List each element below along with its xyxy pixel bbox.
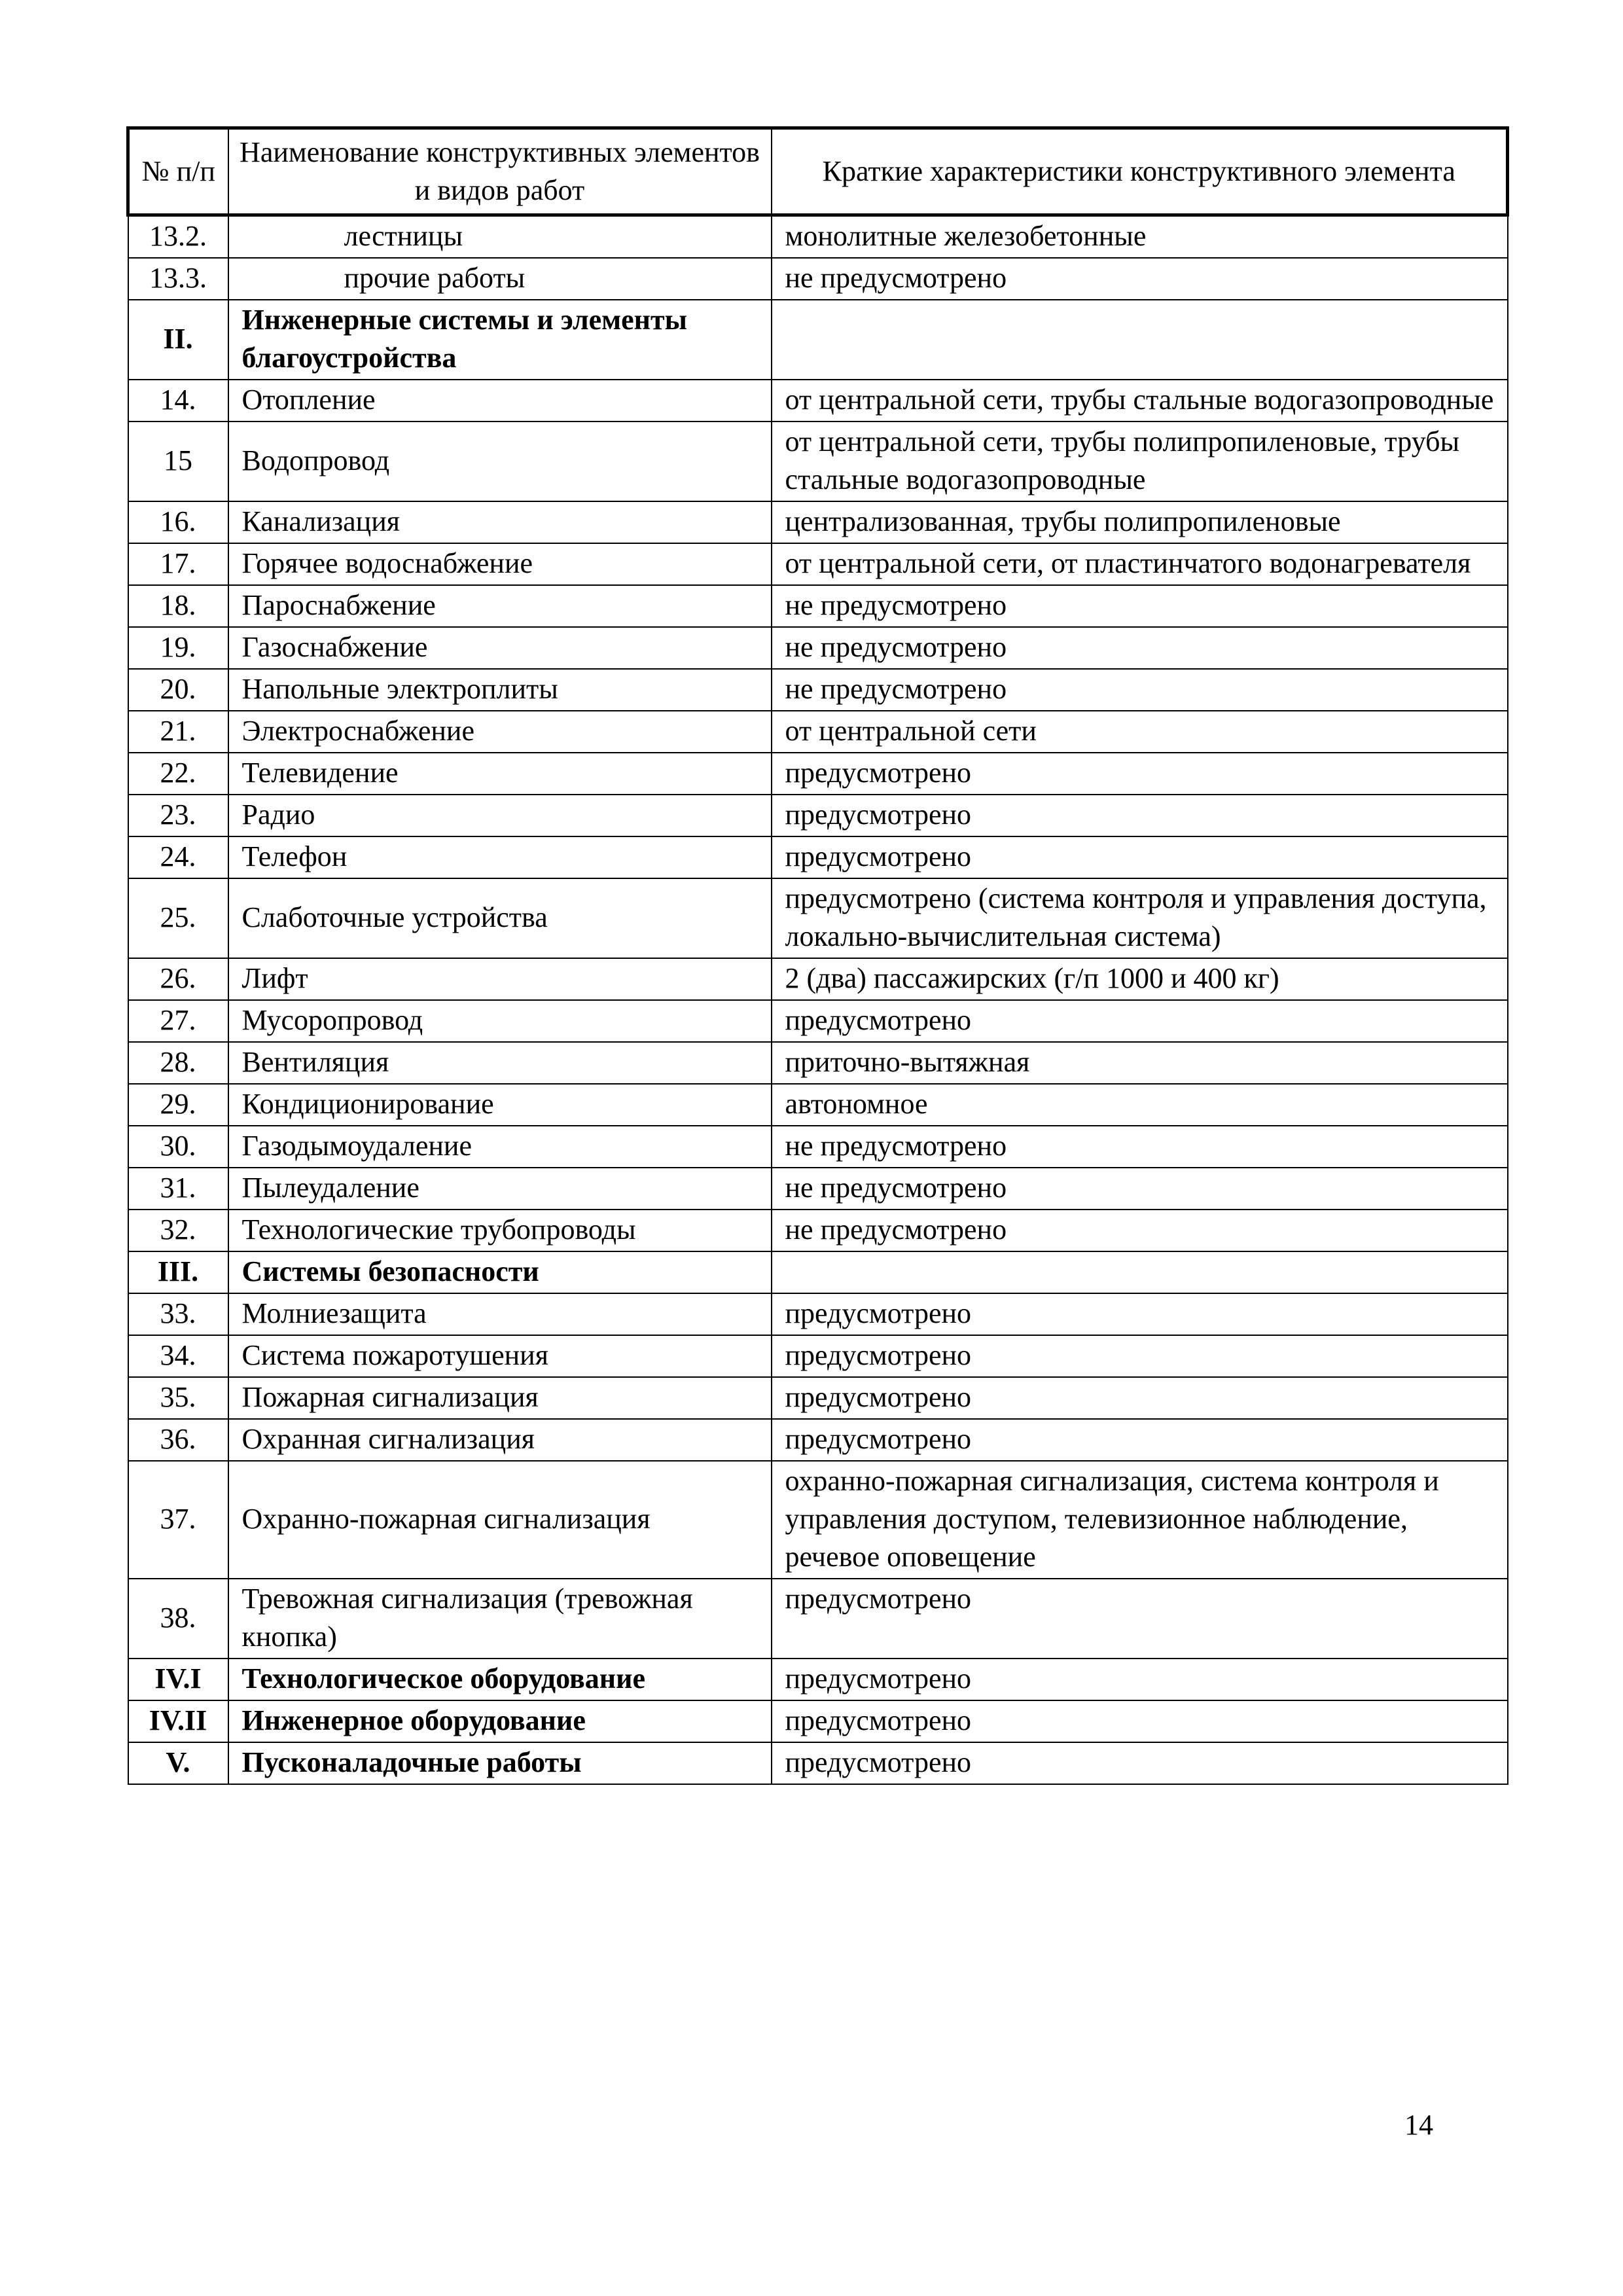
section-row [128, 1251, 1508, 1293]
table-row [128, 1419, 1508, 1461]
row-name: Системы безопасности [228, 1251, 772, 1293]
section-row [128, 300, 1508, 380]
row-name: Охранная сигнализация [228, 1419, 772, 1461]
row-description: не предусмотрено [772, 585, 1508, 627]
row-name: прочие работы [228, 258, 772, 300]
table-row [128, 1579, 1508, 1659]
row-number: 26. [128, 958, 228, 1000]
row-number: 17. [128, 543, 228, 585]
row-name: Инженерное оборудование [228, 1700, 772, 1742]
table-row [128, 1126, 1508, 1168]
row-description: предусмотрено [772, 1000, 1508, 1042]
row-number: 24. [128, 836, 228, 878]
table-row [128, 1168, 1508, 1210]
page-number: 14 [1404, 2109, 1433, 2141]
row-name: Канализация [228, 501, 772, 543]
header-characteristics: Краткие характеристики конструктивного элемента [772, 128, 1508, 215]
row-number: 27. [128, 1000, 228, 1042]
row-name: Электроснабжение [228, 711, 772, 753]
row-name: Пылеудаление [228, 1168, 772, 1210]
row-number: 32. [128, 1210, 228, 1251]
table-row [128, 1293, 1508, 1335]
table-row [128, 878, 1508, 958]
row-number: 30. [128, 1126, 228, 1168]
row-description: приточно-вытяжная [772, 1042, 1508, 1084]
header-element-name: Наименование конструктивных элементов и видов работ [228, 128, 772, 215]
table-row [128, 669, 1508, 711]
table-row [128, 1210, 1508, 1251]
row-number: 23. [128, 795, 228, 836]
row-name: Технологическое оборудование [228, 1659, 772, 1700]
row-description: не предусмотрено [772, 627, 1508, 669]
table-row [128, 1042, 1508, 1084]
row-name: Телевидение [228, 753, 772, 795]
table-row [128, 958, 1508, 1000]
row-name: Пожарная сигнализация [228, 1377, 772, 1419]
row-name: Охранно-пожарная сигнализация [228, 1461, 772, 1579]
row-description: не предусмотрено [772, 669, 1508, 711]
table-row [128, 1377, 1508, 1419]
row-description: предусмотрено [772, 836, 1508, 878]
row-description: предусмотрено [772, 1293, 1508, 1335]
row-description: предусмотрено [772, 1742, 1508, 1784]
row-name: Вентиляция [228, 1042, 772, 1084]
row-description: от центральной сети, от пластинчатого водонагревателя [772, 543, 1508, 585]
row-description [772, 300, 1508, 380]
row-description: от центральной сети, трубы стальные водогазопроводные [772, 380, 1508, 422]
row-name: Горячее водоснабжение [228, 543, 772, 585]
row-number: 15 [128, 422, 228, 501]
section-row [128, 1700, 1508, 1742]
row-number: III. [128, 1251, 228, 1293]
row-name: Лифт [228, 958, 772, 1000]
row-number: 28. [128, 1042, 228, 1084]
row-name: Молниезащита [228, 1293, 772, 1335]
table-row [128, 795, 1508, 836]
row-number: 33. [128, 1293, 228, 1335]
row-number: 22. [128, 753, 228, 795]
row-description: предусмотрено [772, 1579, 1508, 1659]
table-row [128, 627, 1508, 669]
row-description: предусмотрено [772, 1377, 1508, 1419]
row-description: предусмотрено [772, 1419, 1508, 1461]
row-description: предусмотрено [772, 1659, 1508, 1700]
row-number: 19. [128, 627, 228, 669]
table-row [128, 501, 1508, 543]
row-name: Радио [228, 795, 772, 836]
table-row [128, 258, 1508, 300]
row-name: лестницы [228, 215, 772, 259]
row-number: 13.2. [128, 215, 228, 259]
row-number: 36. [128, 1419, 228, 1461]
row-description: предусмотрено [772, 795, 1508, 836]
row-number: 34. [128, 1335, 228, 1377]
row-number: V. [128, 1742, 228, 1784]
row-number: 21. [128, 711, 228, 753]
row-name: Телефон [228, 836, 772, 878]
row-number: 16. [128, 501, 228, 543]
table-row [128, 753, 1508, 795]
row-description: от центральной сети, трубы полипропиленовые, трубы стальные водогазопроводные [772, 422, 1508, 501]
row-description: предусмотрено [772, 1335, 1508, 1377]
row-description: 2 (два) пассажирских (г/п 1000 и 400 кг) [772, 958, 1508, 1000]
row-name: Слаботочные устройства [228, 878, 772, 958]
row-name: Напольные электроплиты [228, 669, 772, 711]
section-row [128, 1742, 1508, 1784]
row-name: Мусоропровод [228, 1000, 772, 1042]
table-row [128, 1084, 1508, 1126]
row-description: предусмотрено [772, 753, 1508, 795]
row-number: 25. [128, 878, 228, 958]
row-description: не предусмотрено [772, 1168, 1508, 1210]
row-description: не предусмотрено [772, 1210, 1508, 1251]
table-row [128, 380, 1508, 422]
row-description: монолитные железобетонные [772, 215, 1508, 259]
table-header-row [128, 128, 1508, 215]
row-number: 35. [128, 1377, 228, 1419]
row-number: II. [128, 300, 228, 380]
table-row [128, 422, 1508, 501]
row-number: 29. [128, 1084, 228, 1126]
row-name: Инженерные системы и элементы благоустройства [228, 300, 772, 380]
row-name: Газоснабжение [228, 627, 772, 669]
row-description: автономное [772, 1084, 1508, 1126]
row-number: 38. [128, 1579, 228, 1659]
header-number: № п/п [128, 128, 228, 215]
row-number: 14. [128, 380, 228, 422]
row-name: Система пожаротушения [228, 1335, 772, 1377]
table-row [128, 1461, 1508, 1579]
table-row [128, 1335, 1508, 1377]
row-name: Водопровод [228, 422, 772, 501]
row-number: 37. [128, 1461, 228, 1579]
row-number: 31. [128, 1168, 228, 1210]
row-name: Кондиционирование [228, 1084, 772, 1126]
row-name: Газодымоудаление [228, 1126, 772, 1168]
row-number: 13.3. [128, 258, 228, 300]
row-description: не предусмотрено [772, 258, 1508, 300]
row-name: Пароснабжение [228, 585, 772, 627]
row-name: Технологические трубопроводы [228, 1210, 772, 1251]
table-row [128, 543, 1508, 585]
row-description: охранно-пожарная сигнализация, система контроля и управления доступом, телевизионное наблюдение, речевое оповещение [772, 1461, 1508, 1579]
row-number: 18. [128, 585, 228, 627]
row-name: Отопление [228, 380, 772, 422]
row-description: предусмотрено (система контроля и управления доступа, локально-вычислительная система) [772, 878, 1508, 958]
table-row [128, 585, 1508, 627]
table-row [128, 836, 1508, 878]
row-description: от центральной сети [772, 711, 1508, 753]
row-number: IV.II [128, 1700, 228, 1742]
row-number: 20. [128, 669, 228, 711]
row-description: предусмотрено [772, 1700, 1508, 1742]
row-name: Тревожная сигнализация (тревожная кнопка) [228, 1579, 772, 1659]
row-description: централизованная, трубы полипропиленовые [772, 501, 1508, 543]
section-row [128, 1659, 1508, 1700]
specification-table [126, 126, 1509, 1785]
row-number: IV.I [128, 1659, 228, 1700]
row-name: Пусконаладочные работы [228, 1742, 772, 1784]
row-description: не предусмотрено [772, 1126, 1508, 1168]
table-row [128, 1000, 1508, 1042]
row-description [772, 1251, 1508, 1293]
table-row [128, 711, 1508, 753]
table-row [128, 215, 1508, 259]
